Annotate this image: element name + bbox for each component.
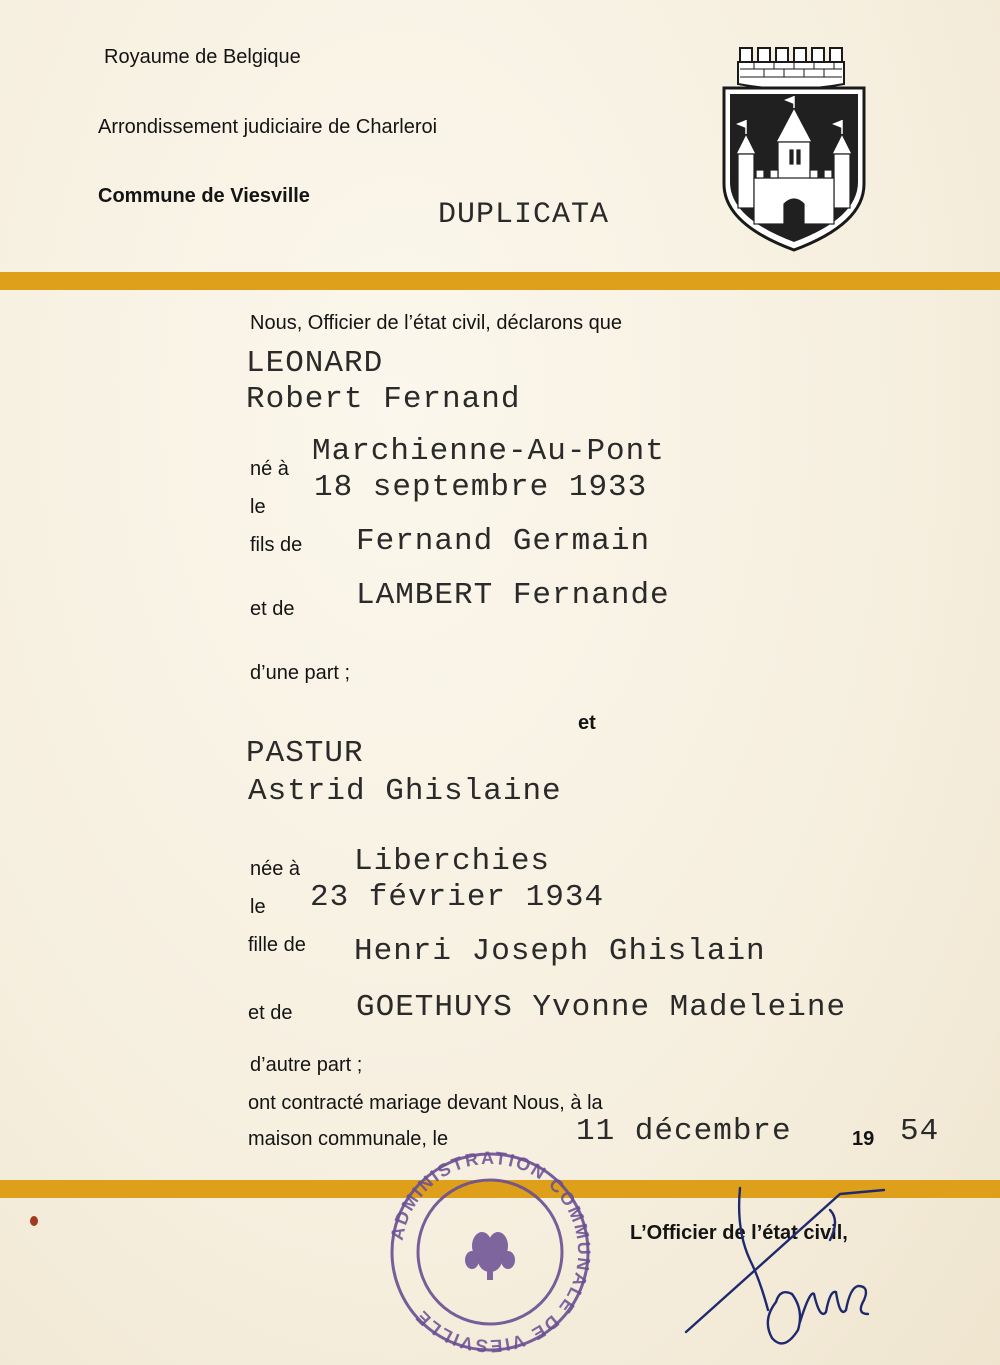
bride-surname: PASTUR xyxy=(246,736,364,771)
groom-birthdate: 18 septembre 1933 xyxy=(314,470,648,505)
groom-son-of-label: fils de xyxy=(250,534,303,556)
bride-father: Henri Joseph Ghislain xyxy=(354,934,766,969)
groom-part-label: d’une part ; xyxy=(250,662,351,684)
bride-birthplace: Liberchies xyxy=(354,844,551,879)
bride-part-label: d’autre part ; xyxy=(250,1054,363,1076)
marriage-line-2: maison communale, le xyxy=(248,1128,449,1150)
groom-surname: LEONARD xyxy=(246,346,384,381)
bride-daughter-of-label: fille de xyxy=(248,934,306,956)
groom-birthplace: Marchienne-Au-Pont xyxy=(312,434,665,469)
bride-mother: GOETHUYS Yvonne Madeleine xyxy=(356,990,847,1025)
groom-mother: LAMBERT Fernande xyxy=(356,578,670,613)
bride-birthdate: 23 février 1934 xyxy=(310,880,605,915)
groom-born-at-label: né à xyxy=(250,458,289,480)
declaration-intro: Nous, Officier de l’état civil, déclarons que xyxy=(250,312,623,334)
officer-signature xyxy=(680,1170,900,1365)
conjunction-et: et xyxy=(578,712,596,734)
bride-born-at-label: née à xyxy=(250,858,301,880)
groom-given-names: Robert Fernand xyxy=(246,382,521,417)
bride-date-label: le xyxy=(250,896,266,918)
svg-text:ADMINISTRATION COMMUNALE DE VI: ADMINISTRATION COMMUNALE DE VIESVILLE xyxy=(386,1148,595,1357)
marriage-year: 54 xyxy=(900,1114,940,1149)
marriage-date: 11 décembre xyxy=(576,1114,792,1149)
officer-label: L’Officier de l’état civil, xyxy=(630,1222,848,1244)
groom-father: Fernand Germain xyxy=(356,524,651,559)
bride-given-names: Astrid Ghislaine xyxy=(248,774,562,809)
top-ochre-band xyxy=(0,272,1000,290)
commune-heading: Commune de Viesville xyxy=(98,185,310,207)
marriage-century: 19 xyxy=(852,1128,875,1150)
marriage-line-1: ont contracté mariage devant Nous, à la xyxy=(248,1092,603,1114)
district-heading: Arrondissement judiciaire de Charleroi xyxy=(98,116,438,138)
bride-and-of-label: et de xyxy=(248,1002,293,1024)
ink-spot xyxy=(30,1216,38,1226)
castle-coat-of-arms-icon xyxy=(720,44,868,254)
groom-and-of-label: et de xyxy=(250,598,295,620)
duplicata-mark: DUPLICATA xyxy=(438,198,610,232)
kingdom-heading: Royaume de Belgique xyxy=(104,46,301,68)
official-stamp xyxy=(372,1148,612,1358)
groom-date-label: le xyxy=(250,496,266,518)
